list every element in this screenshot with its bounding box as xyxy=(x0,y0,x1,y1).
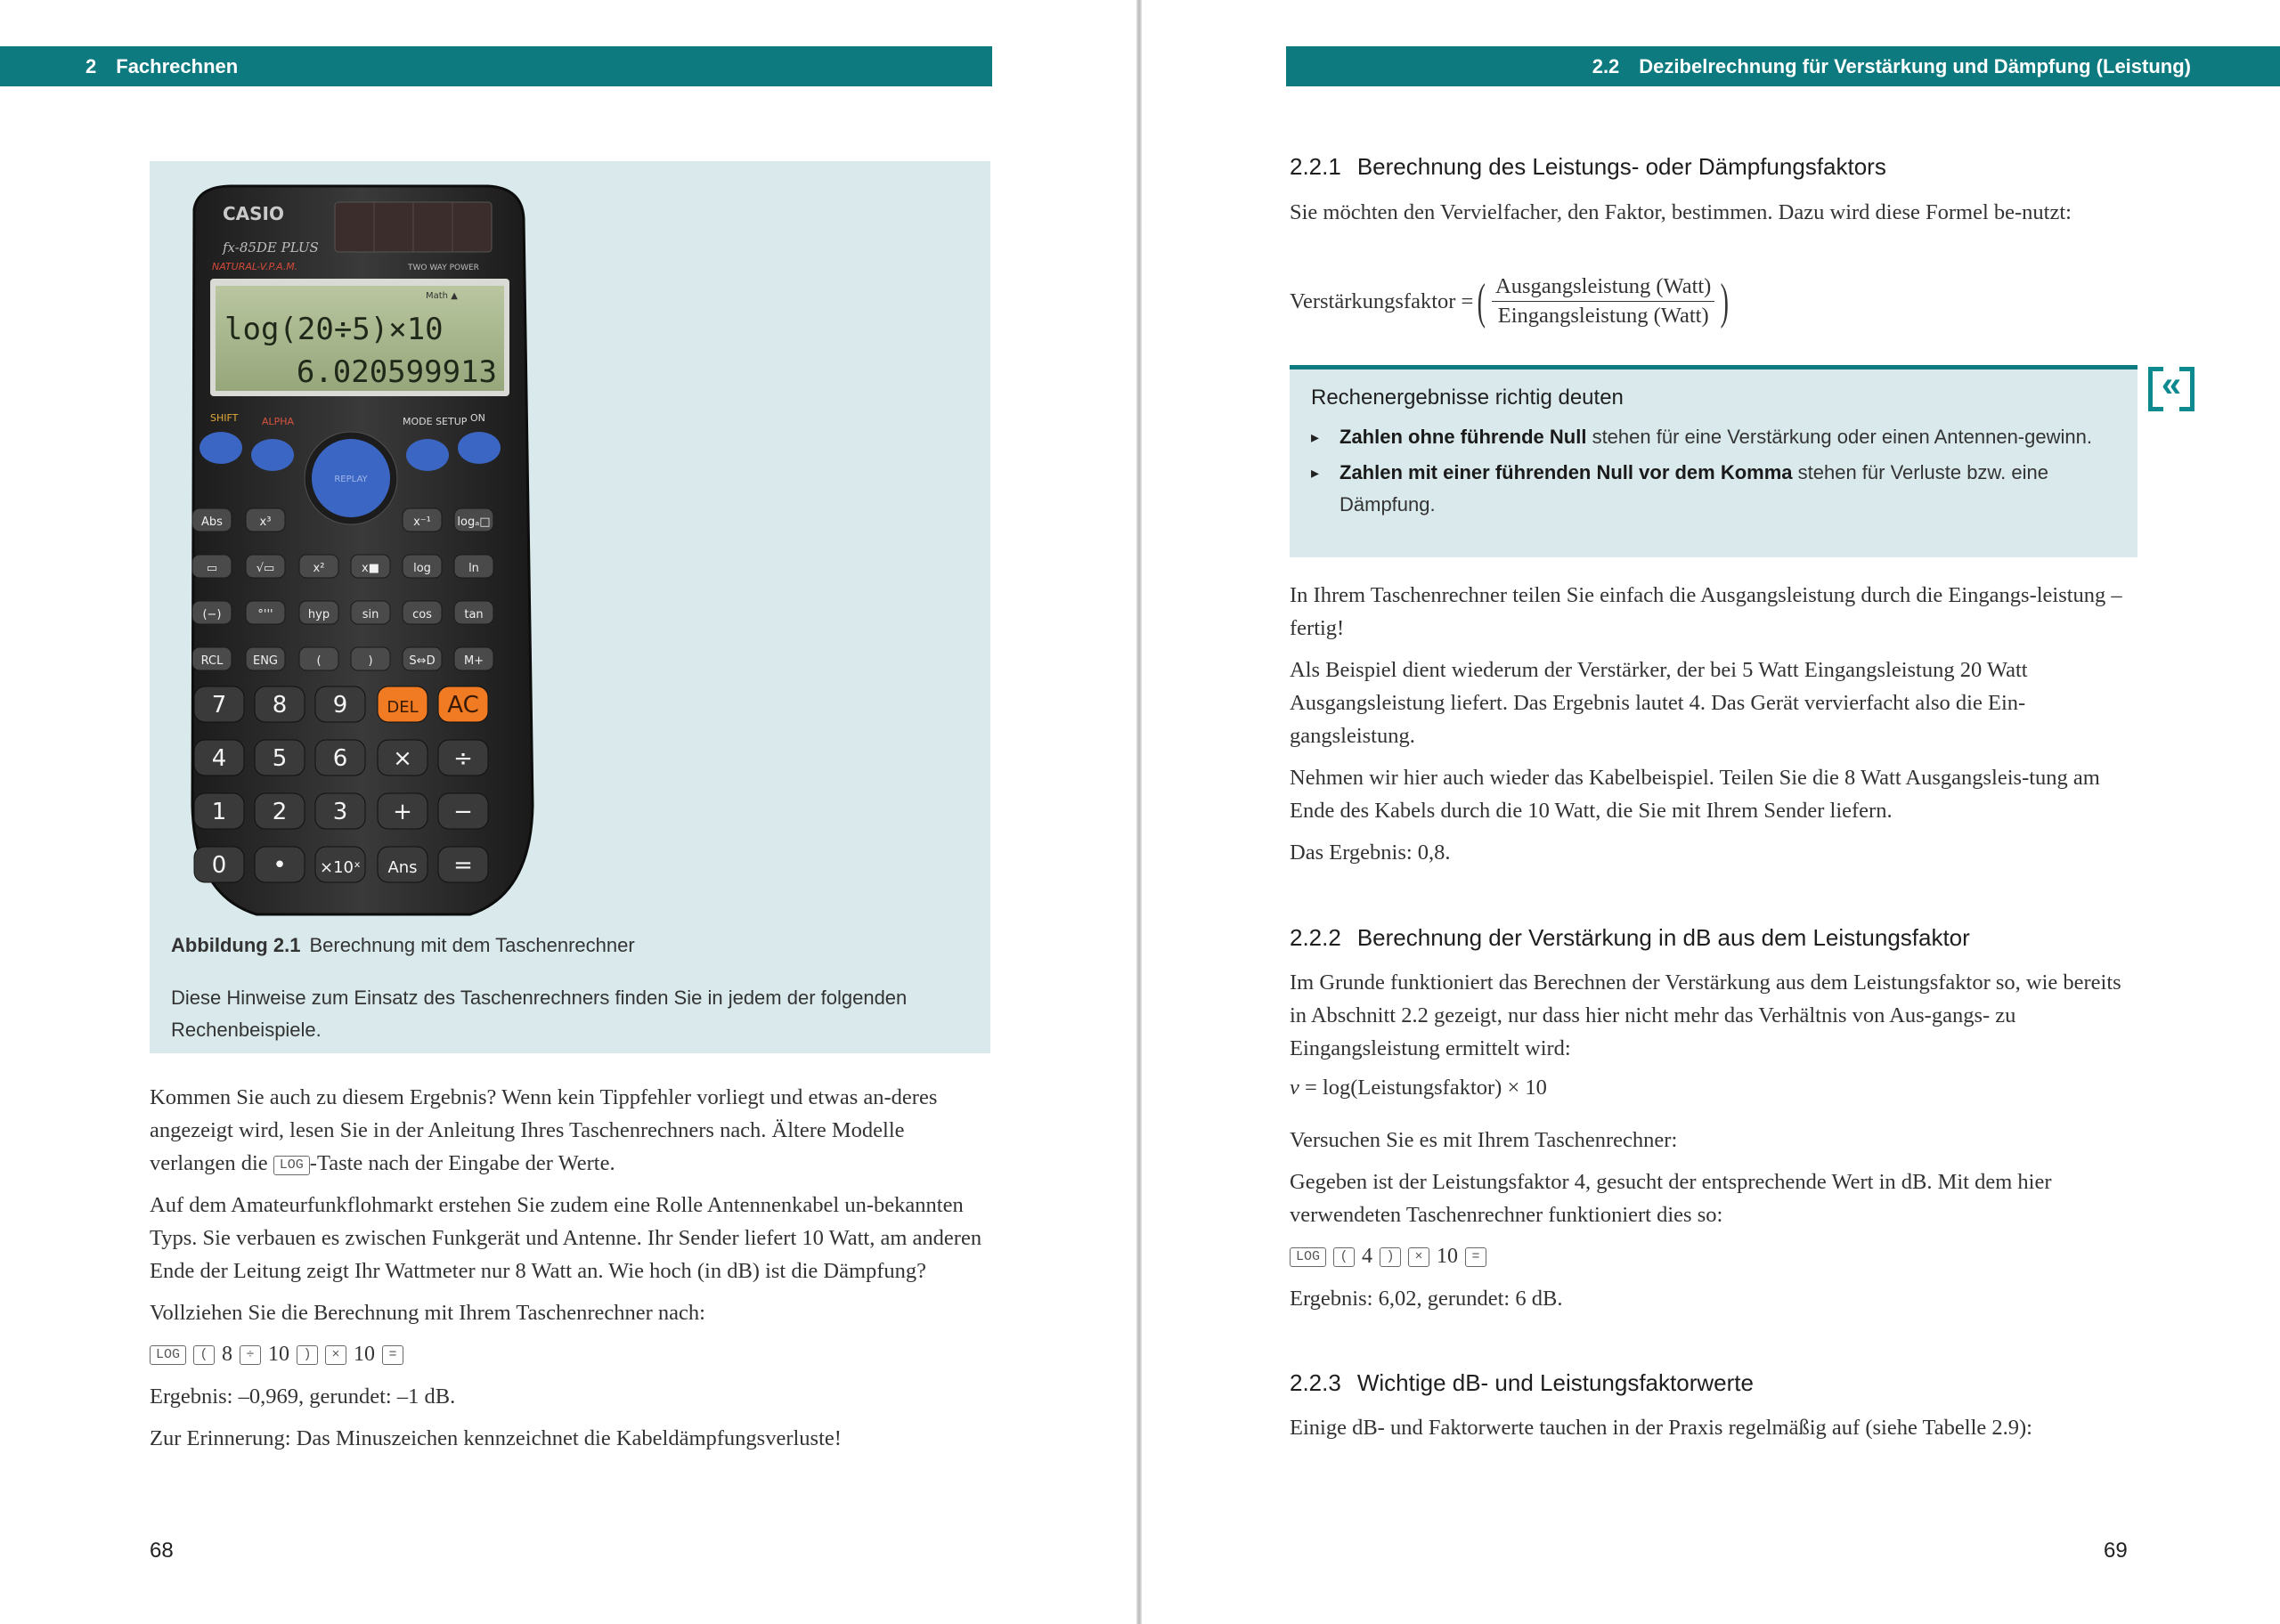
calc-function-key-label: S⇔D xyxy=(409,654,436,668)
calc-function-key xyxy=(246,555,285,578)
paragraph: Vollziehen Sie die Berechnung mit Ihrem Taschenrechner nach: xyxy=(150,1301,705,1325)
calc-brand: CASIO xyxy=(223,203,285,224)
math-variable: v xyxy=(1290,1076,1299,1100)
subsection-heading xyxy=(1290,1369,1754,1397)
shift-key xyxy=(200,432,242,464)
calc-function-key-label: ENG xyxy=(252,654,279,668)
list-item-text: stehen für eine Verstärkung oder einen Antennen-gewinn. xyxy=(1586,426,2092,448)
calc-function-key-label: x³ xyxy=(259,516,272,529)
calc-number-key xyxy=(255,847,305,882)
calc-function-key xyxy=(351,601,390,624)
shift-label: SHIFT xyxy=(210,412,239,424)
key-value: 8 xyxy=(222,1343,233,1366)
left-page xyxy=(0,0,1138,1624)
mode-label: MODE SETUP xyxy=(403,416,468,427)
calc-solar-label: TWO WAY POWER xyxy=(408,264,479,272)
calc-number-key-label: 6 xyxy=(332,745,348,772)
math-expression: = log(Leistungsfaktor) × 10 xyxy=(1299,1076,1547,1100)
calc-number-key xyxy=(438,793,488,829)
calc-model: fx-85DE PLUS xyxy=(223,240,319,256)
paragraph: Nehmen wir hier auch wieder das Kabelbeispiel. Teilen Sie die 8 Watt Ausgangsleis-tung am Ende des Kabels durch die 10 Watt, die Sie mit Ihrem Sender liefern. xyxy=(1290,766,2100,823)
on-key xyxy=(458,432,501,464)
key-value: 4 xyxy=(1362,1245,1373,1268)
calc-function-key xyxy=(299,555,338,578)
calc-number-key xyxy=(438,847,488,882)
calc-function-key-label: ( xyxy=(316,654,322,668)
figure-caption xyxy=(171,934,973,957)
key-divide: ÷ xyxy=(240,1345,261,1365)
figure-note: Diese Hinweise zum Einsatz des Taschenrechners finden Sie in jedem der folgenden Rechenbeispiele. xyxy=(171,987,908,1041)
calc-function-key xyxy=(454,647,493,670)
mode-key xyxy=(406,439,449,471)
formula-lhs: Verstärkungsfaktor = xyxy=(1290,288,1474,313)
subsection-number: 2.2.1 xyxy=(1290,153,1341,180)
section-title: Dezibelrechnung für Verstärkung und Dämpfung (Leistung) xyxy=(1639,54,2191,77)
info-box-title: Rechenergebnisse richtig deuten xyxy=(1311,386,1624,410)
key-equals: = xyxy=(1465,1247,1486,1267)
right-body-text-1 xyxy=(1290,579,2138,878)
key-value: 10 xyxy=(268,1343,290,1366)
list-item-text: stehen für Verluste bzw. eine Dämpfung. xyxy=(1340,461,2048,516)
replay-label: REPLAY xyxy=(334,475,368,484)
calc-number-key-label: 7 xyxy=(211,692,227,719)
display-input: log(20÷5)×10 xyxy=(224,312,444,347)
calc-number-key xyxy=(378,793,428,829)
calc-number-key-label: 3 xyxy=(332,799,348,825)
formula-fraction xyxy=(1492,272,1714,330)
chapter-header-bar xyxy=(0,46,992,86)
key-multiply: × xyxy=(325,1345,346,1365)
calc-function-key xyxy=(299,647,338,670)
calc-function-key-label: x² xyxy=(313,562,325,575)
calc-number-key-label: DEL xyxy=(387,698,419,717)
calc-function-key xyxy=(454,508,493,532)
calc-function-key xyxy=(403,647,442,670)
on-label: ON xyxy=(470,412,485,424)
calc-number-key-label: 5 xyxy=(272,745,288,772)
calc-number-key xyxy=(315,740,365,775)
formula-numerator: Ausgangsleistung (Watt) xyxy=(1492,272,1714,302)
list-item xyxy=(1311,421,2113,453)
calc-function-key xyxy=(246,508,285,532)
page-number: 68 xyxy=(150,1539,174,1563)
calc-function-key-label: tan xyxy=(464,608,484,621)
key-equals: = xyxy=(382,1345,403,1365)
paragraph: In Ihrem Taschenrechner teilen Sie einfach die Ausgangsleistung durch die Eingangs-leistung – fertig! xyxy=(1290,583,2122,640)
calc-function-key-label: ▭ xyxy=(206,562,218,575)
calc-number-key-label: + xyxy=(393,799,412,825)
paragraph: Einige dB- und Faktorwerte tauchen in der Praxis regelmäßig auf (siehe Tabelle 2.9): xyxy=(1290,1416,2032,1440)
calc-function-key xyxy=(192,555,232,578)
calc-number-key-label: = xyxy=(453,852,473,879)
calc-number-key xyxy=(315,847,365,882)
calc-function-key xyxy=(454,601,493,624)
key-open-paren: ( xyxy=(1333,1247,1355,1267)
calc-function-key-label: ) xyxy=(368,654,373,668)
calc-number-key xyxy=(315,793,365,829)
figure-box xyxy=(150,161,990,1053)
calc-subtitle: NATURAL-V.P.A.M. xyxy=(212,261,298,272)
calc-number-key-label: ×10ˣ xyxy=(320,858,361,877)
calc-function-key xyxy=(351,555,390,578)
section-header-bar xyxy=(1286,46,2280,86)
calc-number-key xyxy=(438,740,488,775)
paragraph: Das Ergebnis: 0,8. xyxy=(1290,840,1451,865)
formula-paren-close: ) xyxy=(1721,273,1730,329)
calc-number-key-label: Ans xyxy=(387,858,418,877)
calc-function-key xyxy=(192,647,232,670)
calc-number-key xyxy=(255,686,305,722)
paragraph: Auf dem Amateurfunkflohmarkt erstehen Sie zudem eine Rolle Antennenkabel un-bekannten Typs. Sie verbauen es zwischen Funkgerät und Antenne. Ihr Sender liefert 10 Watt, am anderen Ende der Leitung zeigt Ihr Wattmeter nur 8 Watt an. Wie hoch (in dB) ist die Dämpfung? xyxy=(150,1193,982,1283)
calc-number-key-label: 2 xyxy=(272,799,288,825)
left-body-text xyxy=(150,1081,990,1464)
figure-caption-label: Abbildung 2.1 xyxy=(171,934,301,956)
calc-number-key-label: 8 xyxy=(272,692,288,719)
calc-number-key-label: AC xyxy=(447,692,479,719)
figure-caption-text: Berechnung mit dem Taschenrechner xyxy=(309,934,635,956)
paragraph-text: -Taste nach der Eingabe der Werte. xyxy=(309,1151,615,1175)
calc-number-key xyxy=(194,740,244,775)
calc-function-key xyxy=(454,555,493,578)
calc-number-key xyxy=(255,740,305,775)
calc-number-key-label: 9 xyxy=(332,692,348,719)
calc-function-key-label: ln xyxy=(468,562,479,575)
subsection-number: 2.2.2 xyxy=(1290,924,1341,951)
calc-number-key-label: • xyxy=(273,852,287,879)
paragraph: Im Grunde funktioniert das Berechnen der Verstärkung aus dem Leistungsfaktor so, wie bereits in Abschnitt 2.2 gezeigt, nur dass hier nicht mehr das Verhältnis von Aus-gangs- zu Eingangsleistung ermittelt wird: xyxy=(1290,970,2121,1060)
calc-function-key xyxy=(403,508,442,532)
paragraph: Ergebnis: 6,02, gerundet: 6 dB. xyxy=(1290,1287,1563,1311)
info-box xyxy=(1290,365,2138,557)
list-item xyxy=(1311,457,2113,521)
formula xyxy=(1290,272,1733,330)
section-number: 2.2 xyxy=(1592,54,1620,77)
margin-note-icon: « xyxy=(2148,365,2194,404)
chapter-title: Fachrechnen xyxy=(116,54,239,77)
calc-function-key xyxy=(192,601,232,624)
subsection-title: Berechnung der Verstärkung in dB aus dem Leistungsfaktor xyxy=(1356,924,1970,951)
calc-number-key-label: − xyxy=(453,799,473,825)
calc-function-key-label: logₐ□ xyxy=(457,516,491,529)
key-value: 10 xyxy=(354,1343,376,1366)
paragraph: Gegeben ist der Leistungsfaktor 4, gesucht der entsprechende Wert in dB. Mit dem hier verwendeten Taschenrechner funktioniert dies so: xyxy=(1290,1170,2052,1227)
alpha-label: ALPHA xyxy=(262,416,295,427)
log-key-inline: LOG xyxy=(273,1156,310,1175)
calc-function-key-label: x■ xyxy=(362,562,379,575)
subsection-title: Wichtige dB- und Leistungsfaktorwerte xyxy=(1356,1369,1754,1396)
paragraph: Versuchen Sie es mit Ihrem Taschenrechner: xyxy=(1290,1128,1678,1152)
math-formula-line xyxy=(1290,1076,1547,1100)
key-value: 10 xyxy=(1437,1245,1459,1268)
key-multiply: × xyxy=(1408,1247,1429,1267)
calc-function-key-label: RCL xyxy=(200,654,224,668)
paragraph: Ergebnis: –0,969, gerundet: –1 dB. xyxy=(150,1384,456,1409)
right-page xyxy=(1142,0,2280,1624)
formula-paren-open: ( xyxy=(1478,273,1486,329)
calc-number-key xyxy=(194,686,244,722)
list-item-bold: Zahlen mit einer führenden Null vor dem Komma xyxy=(1340,461,1793,483)
key-close-paren: ) xyxy=(297,1345,318,1365)
key-sequence xyxy=(1290,1240,2138,1273)
calc-number-key xyxy=(315,686,365,722)
subsection-heading xyxy=(1290,153,1886,181)
info-box-list xyxy=(1311,421,2113,524)
calculator-illustration xyxy=(176,183,542,922)
calc-function-key-label: sin xyxy=(362,608,379,621)
calc-function-key xyxy=(192,508,232,532)
paragraph-text: Kommen Sie auch zu diesem Ergebnis? Wenn kein Tippfehler vorliegt und etwas an-deres angezeigt wird, lesen Sie in der Anleitung Ihres Taschenrechners nach. Ältere Modelle verlangen die xyxy=(150,1085,938,1175)
subsection-title: Berechnung des Leistungs- oder Dämpfungsfaktors xyxy=(1356,153,1886,180)
calc-number-key xyxy=(255,793,305,829)
calc-number-key-label: × xyxy=(393,745,412,772)
paragraph xyxy=(150,1081,990,1180)
calc-function-key xyxy=(403,601,442,624)
calc-number-key xyxy=(438,686,488,722)
calc-function-key-label: x⁻¹ xyxy=(413,516,431,529)
calc-function-key xyxy=(246,647,285,670)
subsection-number: 2.2.3 xyxy=(1290,1369,1341,1396)
list-item-bold: Zahlen ohne führende Null xyxy=(1340,426,1587,448)
calc-number-key xyxy=(194,847,244,882)
paragraph: Als Beispiel dient wiederum der Verstärker, der bei 5 Watt Eingangsleistung 20 Watt Ausgangsleistung liefert. Das Ergebnis lautet 4. Das Gerät vervierfacht also die Ein-gangsleistung. xyxy=(1290,658,2028,748)
paragraph: Zur Erinnerung: Das Minuszeichen kennzeichnet die Kabeldämpfungsverluste! xyxy=(150,1426,842,1450)
calc-function-key-label: log xyxy=(413,562,431,575)
calc-function-key xyxy=(299,601,338,624)
page-number: 69 xyxy=(2104,1539,2128,1563)
calc-number-key xyxy=(378,686,428,722)
key-log: LOG xyxy=(150,1345,186,1365)
calc-function-key-label: √▭ xyxy=(256,562,275,575)
calc-number-key xyxy=(194,793,244,829)
paragraph: Sie möchten den Vervielfacher, den Faktor, bestimmen. Dazu wird diese Formel be-nutzt: xyxy=(1290,200,2072,224)
right-body-text-2 xyxy=(1290,1124,2138,1324)
calc-function-key-label: M+ xyxy=(463,654,484,668)
calc-number-key-label: ÷ xyxy=(453,745,473,772)
calc-function-key-label: hyp xyxy=(307,608,330,621)
subsection-heading xyxy=(1290,924,1970,952)
calc-number-key-label: 0 xyxy=(211,852,227,879)
calc-function-key-label: °''' xyxy=(257,608,273,621)
calc-number-key-label: 1 xyxy=(211,799,227,825)
key-close-paren: ) xyxy=(1380,1247,1401,1267)
calc-number-key xyxy=(378,740,428,775)
key-log: LOG xyxy=(1290,1247,1326,1267)
chapter-number: 2 xyxy=(86,54,97,77)
calc-function-key-label: cos xyxy=(412,608,432,621)
calc-function-key xyxy=(403,555,442,578)
alpha-key xyxy=(251,439,294,471)
display-result: 6.020599913 xyxy=(296,354,497,390)
calc-function-key xyxy=(351,647,390,670)
display-indicator: Math ▲ xyxy=(426,291,458,301)
calc-number-key xyxy=(378,847,428,882)
key-open-paren: ( xyxy=(193,1345,215,1365)
formula-denominator: Eingangsleistung (Watt) xyxy=(1497,304,1709,328)
calc-function-key-label: (−) xyxy=(202,608,222,621)
calc-function-key-label: Abs xyxy=(201,516,223,529)
key-sequence xyxy=(150,1338,990,1371)
calc-function-key xyxy=(246,601,285,624)
calculator-image xyxy=(176,183,542,922)
calc-number-key-label: 4 xyxy=(211,745,227,772)
